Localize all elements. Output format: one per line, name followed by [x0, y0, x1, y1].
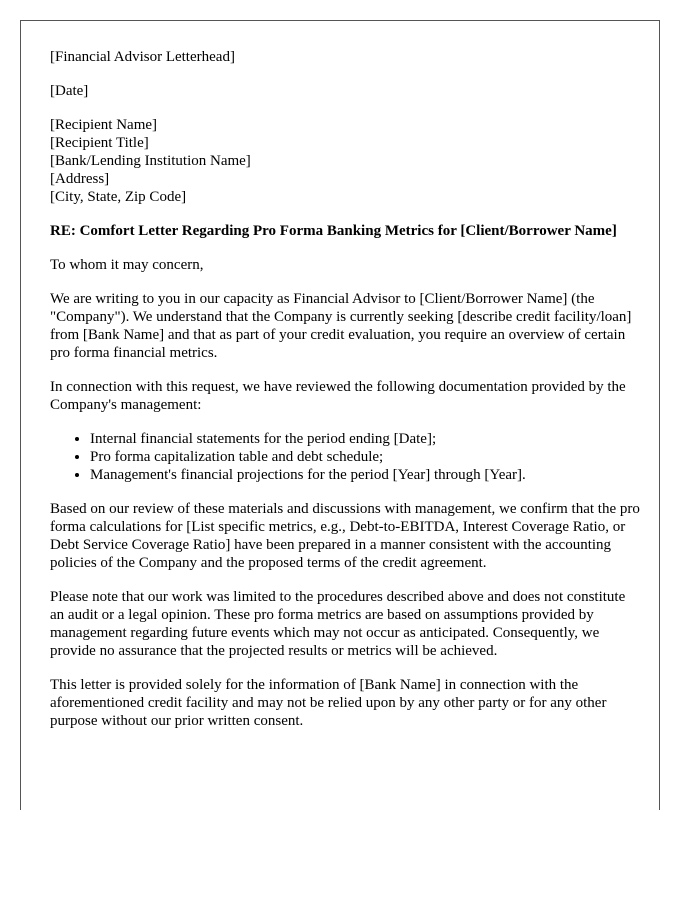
letter-date: [Date]	[50, 83, 89, 99]
recipient-address: [Address]	[50, 171, 110, 187]
documents-list	[50, 430, 640, 484]
letterhead: [Financial Advisor Letterhead]	[50, 49, 235, 65]
paragraph-intro: We are writing to you in our capacity as Financial Advisor to [Client/Borrower Name] (the "Company"). We understand that the Company is currently seeking [describe credit facility/loan] from [Bank Name] and that as part of your credit evaluation, you require an overview of certain pro forma financial metrics.	[50, 291, 632, 361]
recipient-city-state-zip: [City, State, Zip Code]	[50, 189, 187, 205]
list-item: • Pro forma capitalization table and debt schedule;	[90, 448, 640, 466]
paragraph-review: In connection with this request, we have reviewed the following documentation provided by the Company's management:	[50, 379, 626, 413]
list-item: • Management's financial projections for the period [Year] through [Year].	[90, 466, 640, 484]
recipient-name: [Recipient Name]	[50, 117, 158, 133]
salutation: To whom it may concern,	[50, 257, 204, 273]
paragraph-limitations: Please note that our work was limited to the procedures described above and does not constitute an audit or a legal opinion. These pro forma metrics are based on assumptions provided by management regarding future events which may not occur as anticipated. Consequently, we provide no assurance that the projected results or metrics will be achieved.	[50, 589, 626, 659]
paragraph-confirmation: Based on our review of these materials and discussions with management, we confirm that the pro forma calculations for [List specific metrics, e.g., Debt-to-EBITDA, Interest Coverage Ratio, or Debt Service Coverage Ratio] have been prepared in a manner consistent with the accounting policies of the Company and the proposed terms of the credit agreement.	[50, 501, 640, 571]
recipient-block	[50, 116, 640, 206]
paragraph-reliance: This letter is provided solely for the information of [Bank Name] in connection with the aforementioned credit facility and may not be relied upon by any other party or for any other purpose without our prior written consent.	[50, 677, 607, 729]
list-item: • Internal financial statements for the period ending [Date];	[90, 430, 640, 448]
subject-line: RE: Comfort Letter Regarding Pro Forma Banking Metrics for [Client/Borrower Name]	[50, 223, 617, 239]
recipient-institution: [Bank/Lending Institution Name]	[50, 153, 251, 169]
letter-body	[50, 48, 640, 746]
letter-page	[20, 20, 660, 810]
recipient-title: [Recipient Title]	[50, 135, 149, 151]
